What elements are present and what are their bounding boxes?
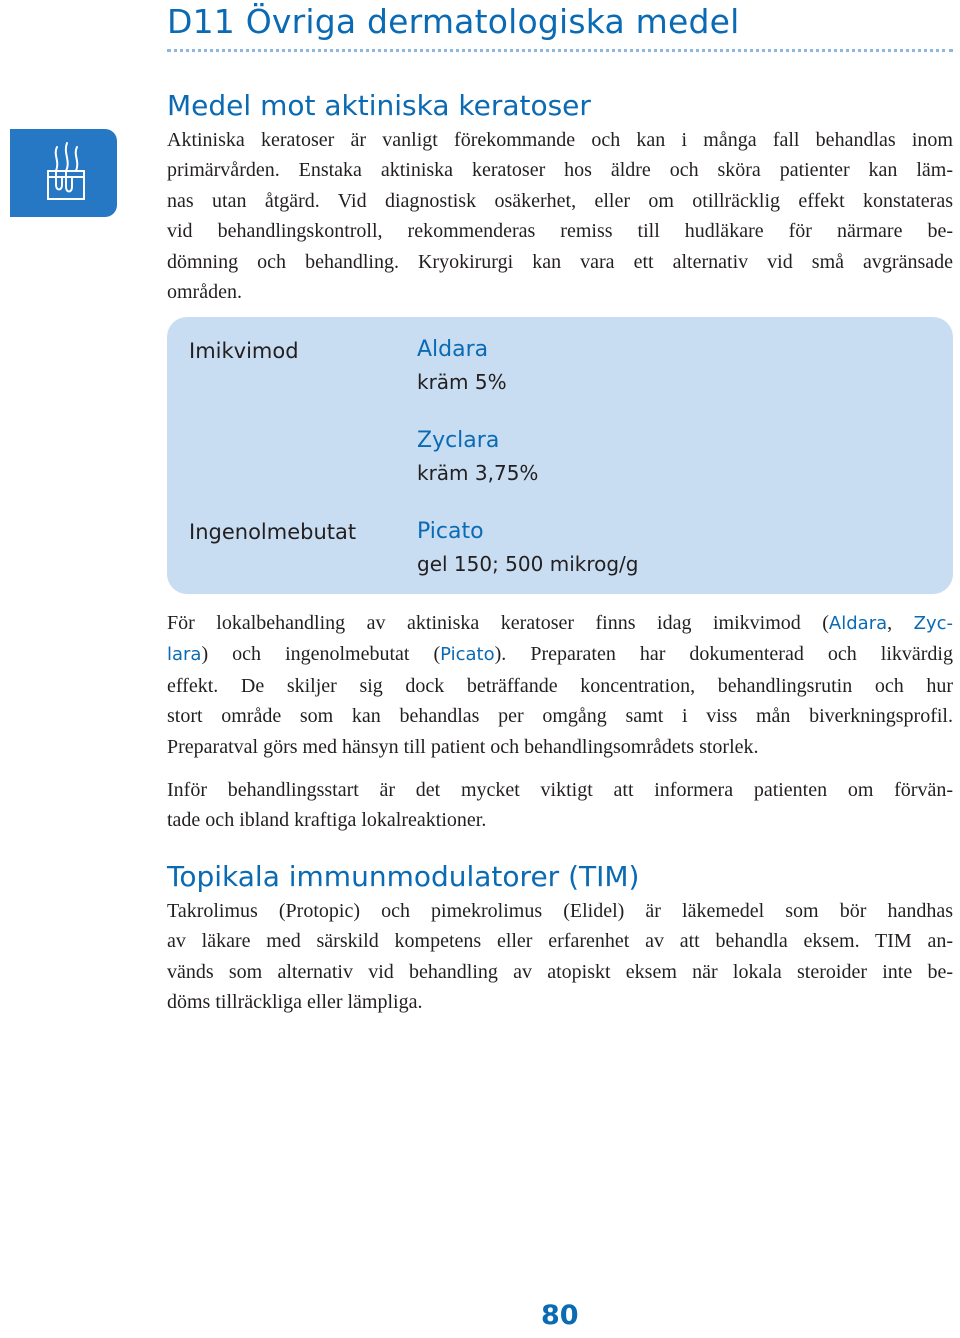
text-line: nas utan åtgärd. Vid diagnostisk osäkerhet, eller om otillräcklig effekt konstateras xyxy=(167,189,953,212)
product-name: Aldara xyxy=(417,337,489,362)
text-line: av läkare med särskild kompetens eller erfarenhet av att behandla eksem. TIM an- xyxy=(167,930,953,953)
substance-name: Ingenolmebutat xyxy=(189,520,357,544)
tim-paragraph xyxy=(167,896,953,1018)
product-form: kräm 5% xyxy=(417,370,507,394)
text-line: Preparatval görs med hänsyn till patient och behandlingsområdets storlek. xyxy=(167,735,759,758)
brand-name: Picato xyxy=(440,644,495,666)
text-run: För lokalbehandling av aktiniska keratoser finns idag imikvimod ( xyxy=(167,612,829,634)
section-heading-aktiniska-keratoser: Medel mot aktiniska keratoser xyxy=(167,89,591,122)
treatment-paragraph xyxy=(167,608,953,762)
text-line xyxy=(167,639,953,670)
skin-hair-icon xyxy=(44,141,88,205)
substance-name: Imikvimod xyxy=(189,339,299,363)
text-line: Aktiniska keratoser är vanligt förekommande och kan i många fall behandlas inom xyxy=(167,129,953,151)
text-line: primärvården. Enstaka aktiniska keratoser hos äldre och sköra patienter kan läm- xyxy=(167,159,953,182)
text-run: ). Preparaten har dokumenterad och likvärdig xyxy=(494,643,953,666)
title-divider xyxy=(167,49,953,52)
chapter-title: D11 Övriga dermatologiska medel xyxy=(167,2,740,41)
product-form: kräm 3,75% xyxy=(417,461,539,485)
text-line: vid behandlingskontroll, rekommenderas remiss till hudläkare för närmare be- xyxy=(167,220,953,243)
drug-recommendation-box xyxy=(167,317,953,594)
brand-name: Zyc- xyxy=(913,613,954,634)
text-line: döms tillräckliga eller lämpliga. xyxy=(167,991,423,1014)
text-run: ) och ingenolmebutat ( xyxy=(201,643,441,666)
product-form: gel 150; 500 mikrog/g xyxy=(417,552,639,576)
text-line: tade och ibland kraftiga lokalreaktioner. xyxy=(167,809,487,832)
text-line: områden. xyxy=(167,281,242,304)
intro-paragraph xyxy=(167,125,953,307)
chapter-icon-tab xyxy=(10,129,117,217)
page-number: 80 xyxy=(541,1300,579,1331)
text-line: Inför behandlingsstart är det mycket viktigt att informera patienten om förvän- xyxy=(167,779,953,801)
text-line xyxy=(167,608,953,639)
text-line: stort område som kan behandlas per omgång samt i viss mån biverkningsprofil. xyxy=(167,705,953,728)
section-heading-tim: Topikala immunmodulatorer (TIM) xyxy=(167,860,640,893)
text-line: effekt. De skiljer sig dock beträffande koncentration, behandlingsrutin och hur xyxy=(167,674,953,697)
brand-name: Aldara xyxy=(828,613,888,634)
brand-name: lara xyxy=(167,644,202,666)
text-line: dömning och behandling. Kryokirurgi kan vara ett alternativ vid små avgränsade xyxy=(167,250,953,273)
text-line: vänds som alternativ vid behandling av atopiskt eksem när lokala steroider inte be- xyxy=(167,960,953,983)
text-run: , xyxy=(887,612,914,634)
text-line: Takrolimus (Protopic) och pimekrolimus (Elidel) är läkemedel som bör handhas xyxy=(167,900,953,922)
info-paragraph xyxy=(167,775,953,836)
product-name: Zyclara xyxy=(417,428,500,453)
product-name: Picato xyxy=(417,519,484,544)
